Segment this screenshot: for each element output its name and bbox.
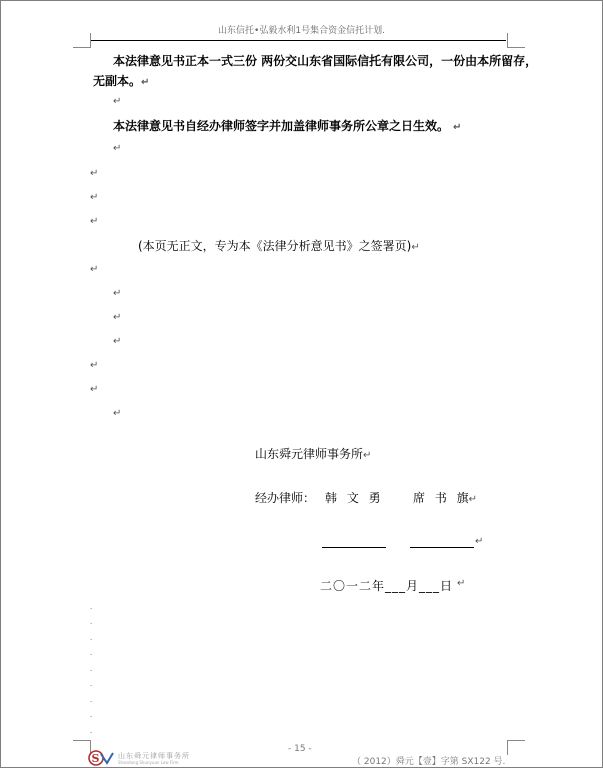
paragraph-mark: ↵	[90, 192, 99, 203]
paragraph-mark: ↵	[113, 96, 122, 107]
law-firm-logo-icon	[88, 750, 114, 766]
paragraph-mark: ↵	[113, 336, 122, 347]
header-rule	[90, 40, 506, 41]
paragraph-mark: ↵	[90, 360, 99, 371]
list-mark: ·	[90, 713, 93, 721]
paragraph-mark: ↵	[457, 578, 466, 589]
list-mark: ·	[90, 636, 93, 644]
paragraph-2: 本法律意见书自经办律师签字并加盖律师事务所公章之日生效。 ↵	[113, 119, 462, 133]
signature-line-1	[322, 547, 386, 548]
paragraph-mark: ↵	[113, 143, 122, 154]
paragraph-mark: ↵	[90, 216, 99, 227]
crop-mark-top-left	[73, 33, 91, 48]
crop-mark-bottom-right	[507, 740, 525, 755]
lawyers-label: 经办律师：	[255, 491, 316, 505]
list-mark: ·	[90, 729, 93, 737]
lawyer-name-1: 韩 文 勇	[325, 491, 381, 505]
signature-line-2	[410, 547, 474, 548]
list-mark: ·	[90, 667, 93, 675]
paragraph-mark: ↵	[90, 384, 99, 395]
paragraph-mark: ↵	[113, 408, 122, 419]
document-reference: （ 2012）舜元【壹】字第 SX122 号.	[352, 757, 506, 767]
signing-date: 二〇一二年___月___日	[320, 579, 454, 593]
list-mark: ·	[90, 698, 93, 706]
law-firm-name: 山东舜元律师事务所↵	[255, 447, 372, 461]
list-mark: ·	[90, 620, 93, 628]
paragraph-mark: ↵	[475, 536, 484, 547]
page-header: 山东信托•弘毅水利1号集合资金信托计划.	[218, 26, 385, 36]
svg-text:S: S	[91, 752, 100, 765]
lawyer-name-2: 席 书 旗↵	[413, 491, 478, 505]
list-mark: ·	[90, 605, 93, 613]
paragraph-mark: ↵	[90, 168, 99, 179]
paragraph-mark: ↵	[113, 312, 122, 323]
paragraph-mark: ↵	[113, 288, 122, 299]
logo-firm-name: 山东舜元律师事务所	[118, 752, 190, 760]
paragraph-1-line-2: 无副本。↵	[93, 74, 150, 88]
logo-firm-name-en: Shandong Shunyuan Law Firm	[118, 760, 179, 765]
signature-page-note: (本页无正文，专为本《法律分析意见书》之签署页)↵	[138, 239, 420, 253]
crop-mark-top-right	[507, 33, 525, 48]
paragraph-1-line-1: 本法律意见书正本一式三份 两份交山东省国际信托有限公司，一份由本所留存，	[113, 54, 538, 68]
list-mark: ·	[90, 682, 93, 690]
page-number: - 15 -	[288, 744, 312, 754]
paragraph-mark: ↵	[90, 264, 99, 275]
list-mark: ·	[90, 651, 93, 659]
